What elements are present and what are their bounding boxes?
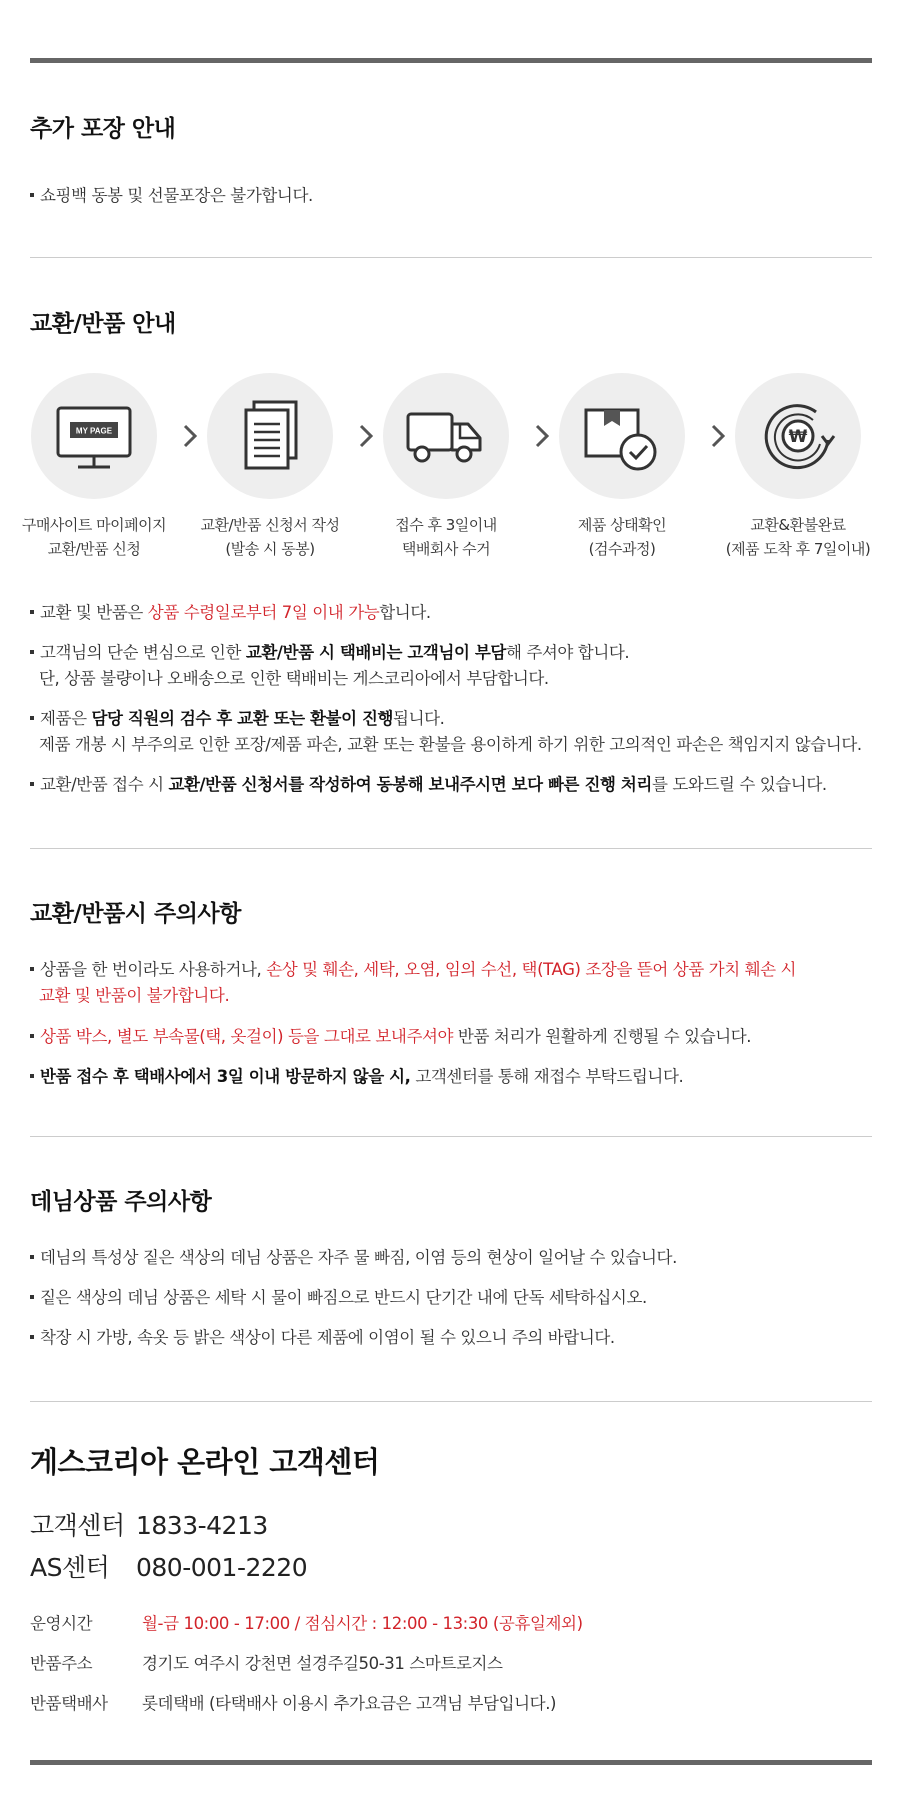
caution-note-1: 상품을 한 번이라도 사용하거나, 손상 및 훼손, 세탁, 오염, 임의 수선, 택(TAG) 조장을 뜯어 상품 가치 훼손 시 교환 및 반품이 불가합니다. [30, 957, 880, 1009]
top-divider [30, 58, 872, 63]
step-mypage [6, 373, 182, 561]
step-circle [31, 373, 157, 499]
exchange-note-1: 교환 및 반품은 상품 수령일로부터 7일 이내 가능합니다. [30, 600, 880, 626]
exchange-note-3: 제품은 담당 직원의 검수 후 교환 또는 환불이 진행됩니다. 제품 개봉 시 부주의로 인한 포장/제품 파손, 교환 또는 환불을 용이하게 하기 위한 고의적인 파손은 책임지지 않습니다. [30, 706, 880, 758]
step-inspection [534, 373, 710, 561]
mypage-badge-text: MY PAGE [75, 426, 113, 436]
bullet [30, 716, 34, 720]
bullet [30, 193, 34, 197]
bullet [30, 782, 34, 786]
won-sign-text: ₩ [788, 427, 808, 447]
step-caption: 교환&환불완료 (제품 도착 후 7일이내) [725, 516, 871, 558]
step-caption: 접수 후 3일이내 택배회사 수거 [395, 516, 497, 558]
step-pickup [358, 373, 534, 561]
caution-note-2: 상품 박스, 별도 부속물(택, 옷걸이) 등을 그대로 보내주셔야 반품 처리가 원활하게 진행될 수 있습니다. [30, 1024, 880, 1050]
section-divider [30, 1401, 872, 1402]
section-divider [30, 1136, 872, 1137]
step-application [182, 373, 358, 561]
bullet [30, 1255, 34, 1259]
exchange-title: 교환/반품 안내 [30, 311, 176, 337]
step-caption: 교환/반품 신청서 작성 (발송 시 동봉) [200, 516, 340, 558]
info-return-courier: 반품택배사 롯데택배 (타택배사 이용시 추가요금은 고객님 부담입니다.) [30, 1694, 557, 1713]
caution-note-3: 반품 접수 후 택배사에서 3일 이내 방문하지 않을 시, 고객센터를 통해 재접수 부탁드립니다. [30, 1064, 880, 1090]
section-divider [30, 848, 872, 849]
step-circle [383, 373, 509, 499]
step-circle [735, 373, 861, 499]
caution-title: 교환/반품시 주의사항 [30, 901, 241, 927]
denim-note-2: 짙은 색상의 데님 상품은 세탁 시 물이 빠짐으로 반드시 단기간 내에 단독 세탁하십시오. [30, 1285, 880, 1311]
bullet [30, 1074, 34, 1078]
won-refund-icon [758, 396, 838, 476]
bullet [30, 967, 34, 971]
denim-note-3: 착장 시 가방, 속옷 등 밝은 색상이 다른 제품에 이염이 될 수 있으니 주의 바랍니다. [30, 1325, 880, 1351]
bullet [30, 610, 34, 614]
exchange-note-2: 고객님의 단순 변심으로 인한 교환/반품 시 택배비는 고객님이 부담해 주셔야 합니다. 단, 상품 불량이나 오배송으로 인한 택배비는 게스코리아에서 부담합니다. [30, 640, 880, 692]
phone-as-center: AS센터 080-001-2220 [30, 1553, 308, 1582]
bottom-divider [30, 1760, 872, 1765]
bullet [30, 1034, 34, 1038]
document-icon [230, 396, 310, 476]
section-divider [30, 257, 872, 258]
step-refund-complete [710, 373, 886, 561]
packaging-title: 추가 포장 안내 [30, 116, 176, 142]
step-circle [207, 373, 333, 499]
exchange-note-4: 교환/반품 접수 시 교환/반품 신청서를 작성하여 동봉해 보내주시면 보다 빠른 진행 처리를 도와드릴 수 있습니다. [30, 772, 880, 798]
bullet [30, 1295, 34, 1299]
denim-note-1: 데님의 특성상 짙은 색상의 데님 상품은 자주 물 빠짐, 이염 등의 현상이 일어날 수 있습니다. [30, 1245, 880, 1271]
exchange-steps [21, 373, 872, 563]
step-caption: 구매사이트 마이페이지 교환/반품 신청 [21, 516, 167, 558]
delivery-truck-icon [406, 396, 486, 476]
monitor-mypage-icon [54, 396, 134, 476]
phone-customer-center: 고객센터 1833-4213 [30, 1511, 268, 1540]
bullet [30, 650, 34, 654]
step-caption: 제품 상태확인 (검수과정) [577, 516, 667, 558]
denim-title: 데님상품 주의사항 [30, 1189, 212, 1215]
packaging-note: 쇼핑백 동봉 및 선물포장은 불가합니다. [30, 183, 880, 209]
bullet [30, 1335, 34, 1339]
box-check-icon [582, 396, 662, 476]
customer-center-title: 게스코리아 온라인 고객센터 [30, 1445, 380, 1479]
info-hours: 운영시간 월-금 10:00 - 17:00 / 점심시간 : 12:00 - 13:30 (공휴일제외) [30, 1614, 583, 1633]
info-return-address: 반품주소 경기도 여주시 강천면 설경주길50-31 스마트로지스 [30, 1654, 503, 1673]
step-circle [559, 373, 685, 499]
